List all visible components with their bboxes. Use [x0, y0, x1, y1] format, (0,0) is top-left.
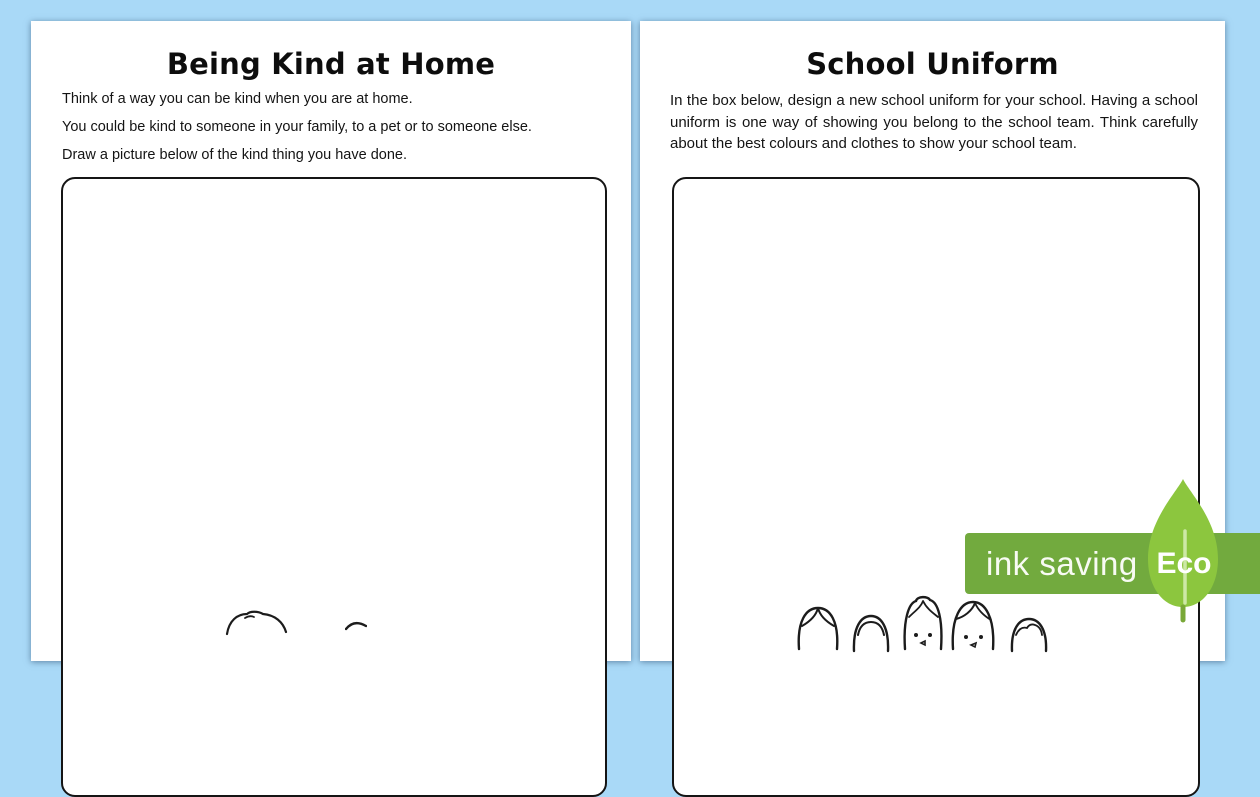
child-head-curly-hair-icon — [901, 593, 945, 653]
child-head-wavy-hair-icon — [1008, 611, 1050, 653]
drawing-box — [672, 177, 1200, 797]
instructions: In the box below, design a new school uniform for your school. Having a school uniform is one way of showing you belong to the school team. Think carefully about the best colours and clothes to show your school team. — [670, 92, 1198, 152]
sketch-fragment-icon — [345, 619, 367, 631]
worksheet-page-being-kind-at-home — [31, 21, 631, 661]
page-title: Being Kind at Home — [166, 47, 496, 81]
page-title: School Uniform — [806, 47, 1059, 81]
ink-saving-label: ink saving — [986, 544, 1138, 582]
instruction-line: Draw a picture below of the kind thing you have done. — [62, 147, 407, 163]
drawing-box — [61, 177, 607, 797]
child-head-fringe-icon — [850, 609, 892, 653]
eco-label: Eco — [1156, 547, 1212, 580]
instruction-line: You could be kind to someone in your family, to a pet or to someone else. — [62, 119, 532, 135]
child-head-sketch-icon — [225, 610, 295, 636]
child-head-side-fringe-icon — [950, 597, 996, 653]
child-head-parted-hair-icon — [796, 603, 840, 653]
instructions — [62, 90, 618, 174]
instruction-line: Think of a way you can be kind when you are at home. — [62, 91, 413, 107]
